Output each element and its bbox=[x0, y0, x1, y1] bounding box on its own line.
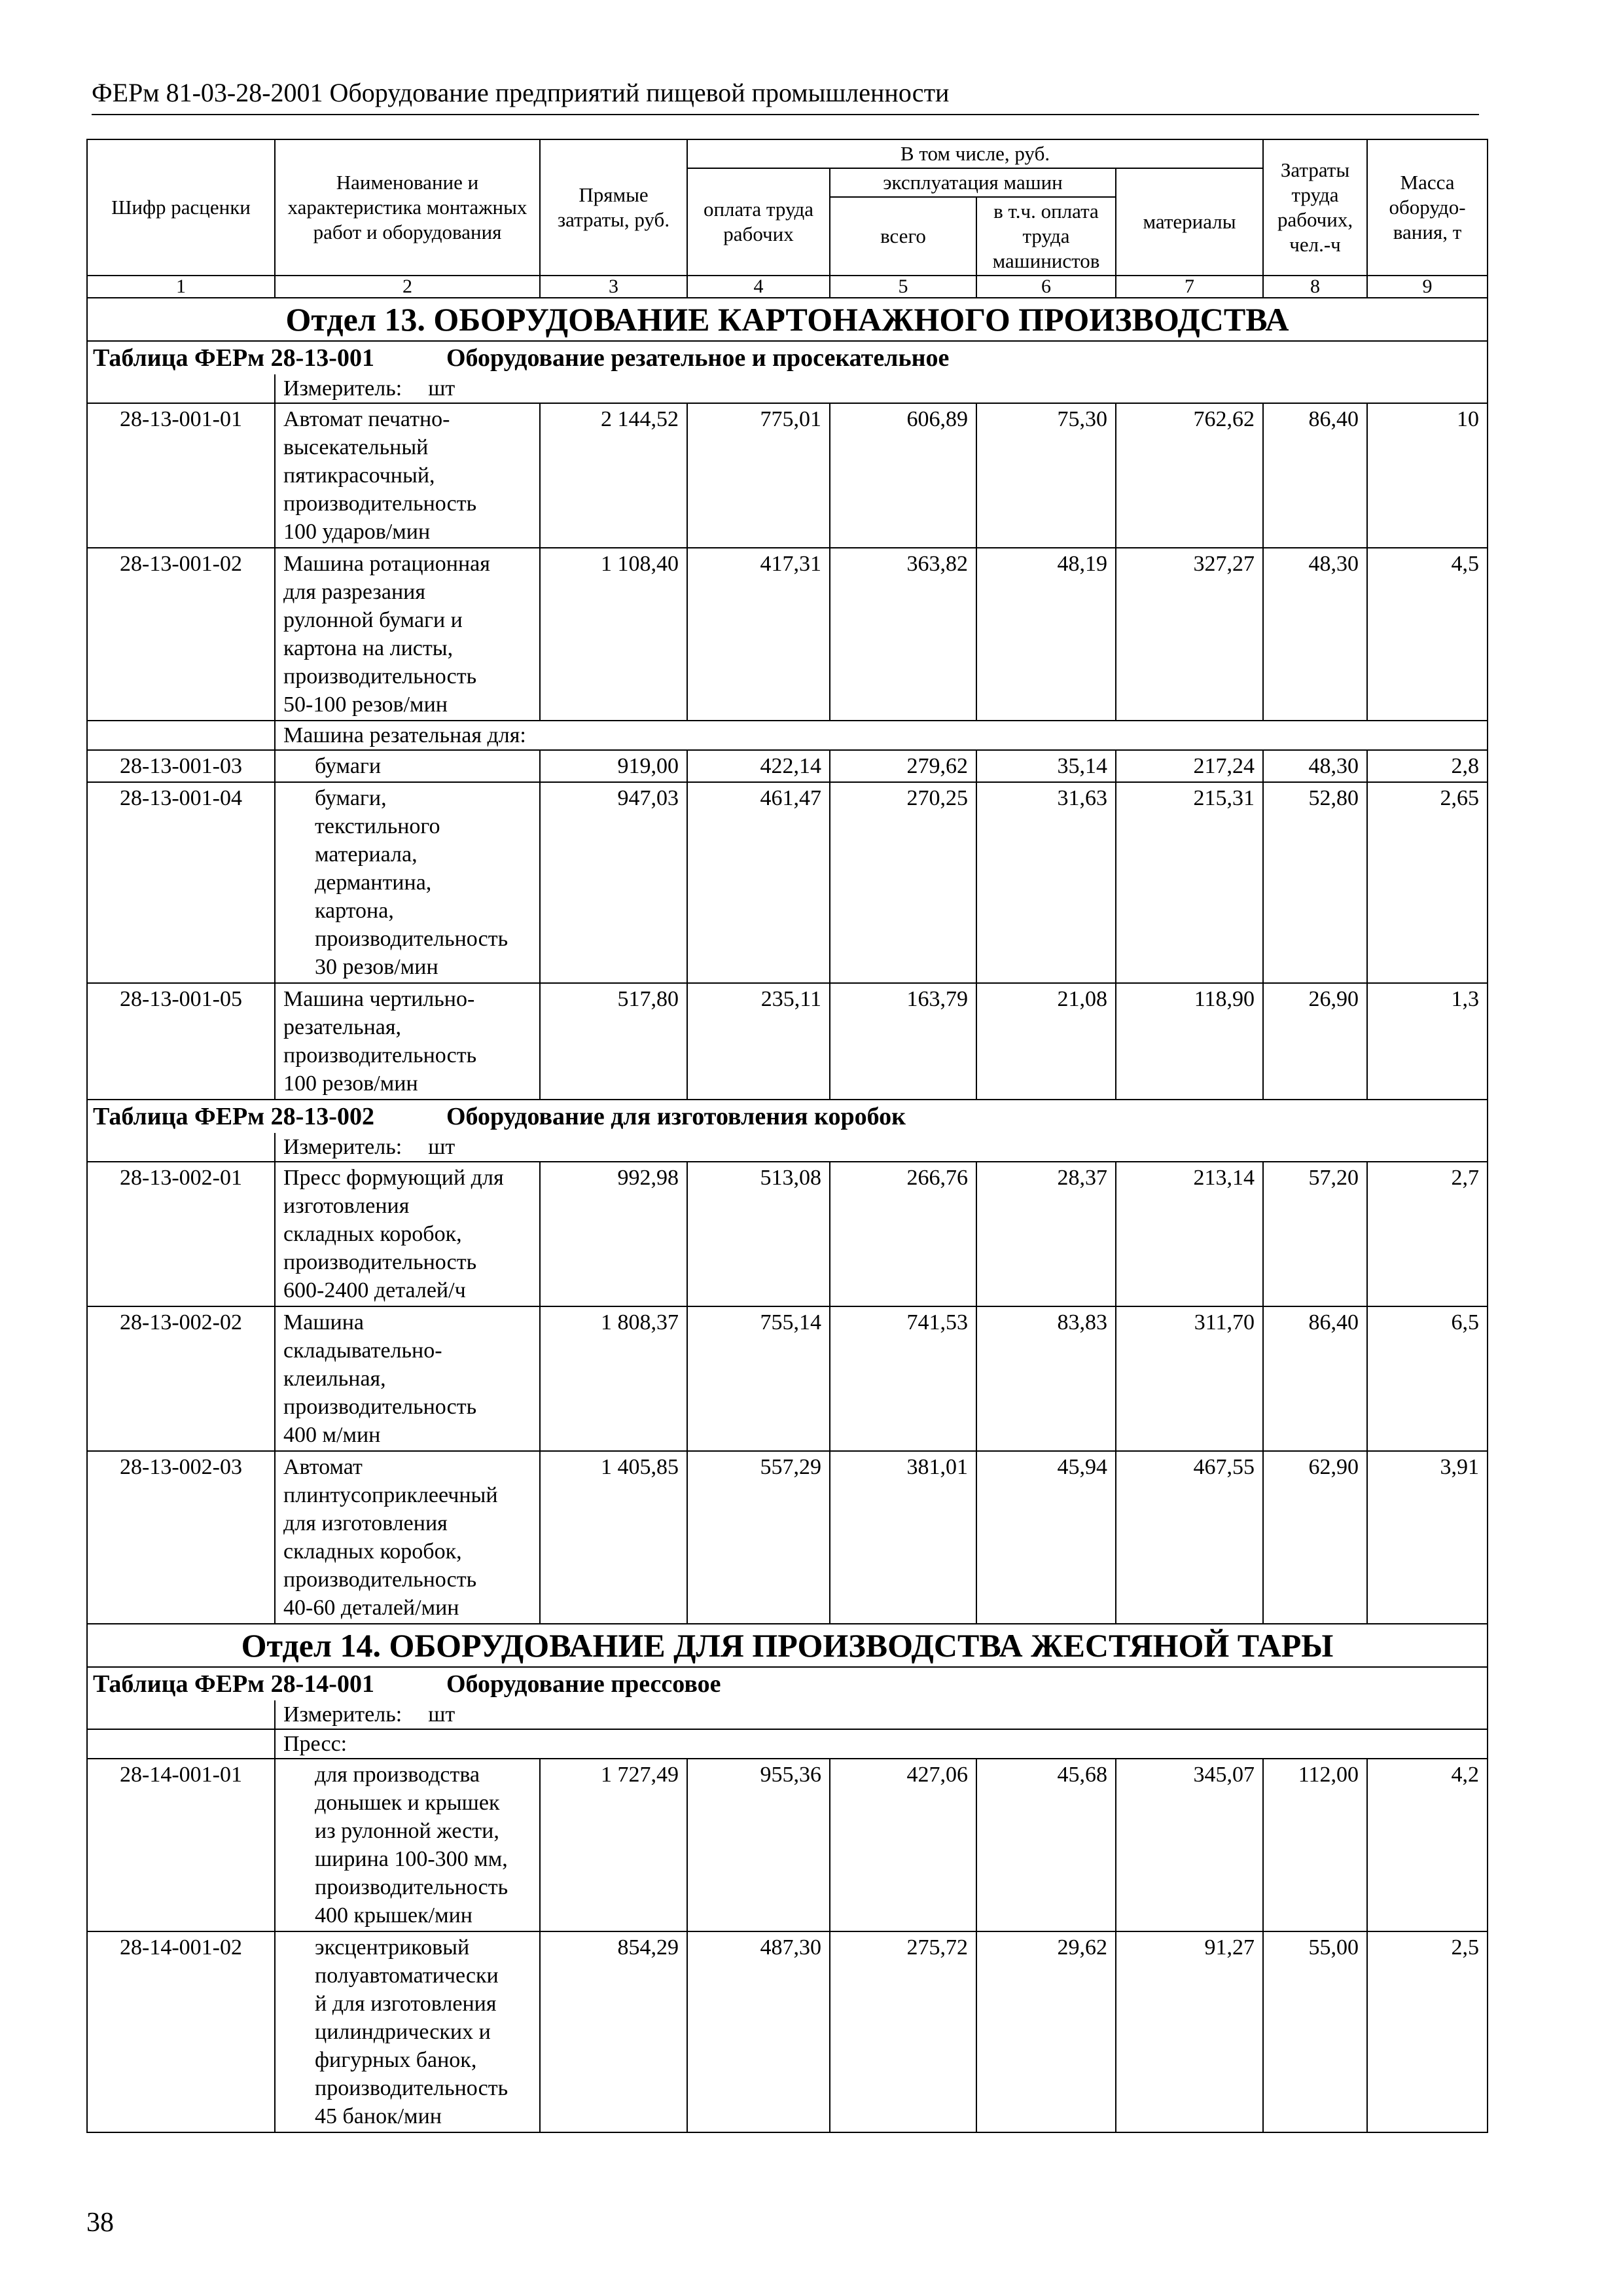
value-machinists: 21,08 bbox=[976, 983, 1116, 1100]
table-row bbox=[87, 548, 1488, 721]
value-mass: 1,3 bbox=[1367, 983, 1488, 1100]
table-row bbox=[87, 983, 1488, 1100]
value-materials: 215,31 bbox=[1116, 782, 1263, 983]
rate-code: 28-13-002-02 bbox=[87, 1306, 275, 1451]
section-title: Отдел 14. ОБОРУДОВАНИЕ ДЛЯ ПРОИЗВОДСТВА ЖЕСТЯНОЙ ТАРЫ bbox=[87, 1624, 1488, 1667]
meter-label: Измеритель: bbox=[283, 1135, 402, 1159]
value-machines: 270,25 bbox=[830, 782, 976, 983]
value-machinists: 29,62 bbox=[976, 1931, 1116, 2132]
value-labor: 48,30 bbox=[1263, 750, 1367, 782]
value-machines: 266,76 bbox=[830, 1162, 976, 1306]
item-name: бумаги bbox=[275, 750, 540, 782]
value-materials: 311,70 bbox=[1116, 1306, 1263, 1451]
table-title-row bbox=[87, 1667, 1488, 1700]
table-title-row bbox=[87, 1100, 1488, 1133]
header-wages: оплата труда рабочих bbox=[687, 168, 830, 276]
value-labor: 55,00 bbox=[1263, 1931, 1367, 2132]
meter-row bbox=[87, 1700, 1488, 1729]
item-name: Автомат плинтусоприклеечный для изготовления складных коробок, производительность 40-60 деталей/мин bbox=[275, 1451, 540, 1624]
header-materials: материалы bbox=[1116, 168, 1263, 276]
value-machinists: 45,94 bbox=[976, 1451, 1116, 1624]
item-name: Машина чертильно- резательная, производительность 100 резов/мин bbox=[275, 983, 540, 1100]
item-name: Пресс формующий для изготовления складных коробок, производительность 600-2400 деталей/ч bbox=[275, 1162, 540, 1306]
value-machinists: 45,68 bbox=[976, 1759, 1116, 1931]
column-number: 9 bbox=[1367, 276, 1488, 298]
table-title-row bbox=[87, 341, 1488, 374]
group-label: Машина резательная для: bbox=[275, 721, 1488, 750]
table-row bbox=[87, 403, 1488, 548]
value-direct: 517,80 bbox=[540, 983, 687, 1100]
value-materials: 118,90 bbox=[1116, 983, 1263, 1100]
value-direct: 919,00 bbox=[540, 750, 687, 782]
value-machines: 279,62 bbox=[830, 750, 976, 782]
value-materials: 467,55 bbox=[1116, 1451, 1263, 1624]
item-name: эксцентриковый полуавтоматически й для изготовления цилиндрических и фигурных банок, производительность 45 банок/мин bbox=[275, 1931, 540, 2132]
table-name: Оборудование резательное и просекательное bbox=[446, 344, 950, 372]
value-labor: 52,80 bbox=[1263, 782, 1367, 983]
table-row bbox=[87, 782, 1488, 983]
section-title: Отдел 13. ОБОРУДОВАНИЕ КАРТОНАЖНОГО ПРОИЗВОДСТВА bbox=[87, 298, 1488, 341]
table-row bbox=[87, 1451, 1488, 1624]
value-machinists: 75,30 bbox=[976, 403, 1116, 548]
value-mass: 4,5 bbox=[1367, 548, 1488, 721]
rate-code: 28-13-001-02 bbox=[87, 548, 275, 721]
header-machines-total: всего bbox=[830, 197, 976, 276]
value-labor: 86,40 bbox=[1263, 403, 1367, 548]
value-materials: 213,14 bbox=[1116, 1162, 1263, 1306]
meter-row bbox=[87, 374, 1488, 403]
value-direct: 2 144,52 bbox=[540, 403, 687, 548]
value-direct: 1 808,37 bbox=[540, 1306, 687, 1451]
value-mass: 4,2 bbox=[1367, 1759, 1488, 1931]
meter-unit: шт bbox=[428, 1702, 455, 1727]
meter-unit: шт bbox=[428, 1135, 455, 1159]
group-row bbox=[87, 721, 1488, 750]
value-machines: 163,79 bbox=[830, 983, 976, 1100]
item-name: Машина складывательно- клеильная, производительность 400 м/мин bbox=[275, 1306, 540, 1451]
value-wages: 417,31 bbox=[687, 548, 830, 721]
value-labor: 57,20 bbox=[1263, 1162, 1367, 1306]
value-machinists: 35,14 bbox=[976, 750, 1116, 782]
item-name: Машина ротационная для разрезания рулонной бумаги и картона на листы, производительность 50-100 резов/мин bbox=[275, 548, 540, 721]
value-materials: 762,62 bbox=[1116, 403, 1263, 548]
value-machines: 427,06 bbox=[830, 1759, 976, 1931]
table-title bbox=[87, 1667, 1488, 1700]
table-name: Оборудование прессовое bbox=[446, 1670, 721, 1698]
meter-row bbox=[87, 1133, 1488, 1162]
value-mass: 2,5 bbox=[1367, 1931, 1488, 2132]
table-row bbox=[87, 1931, 1488, 2132]
value-wages: 557,29 bbox=[687, 1451, 830, 1624]
value-machines: 275,72 bbox=[830, 1931, 976, 2132]
value-materials: 327,27 bbox=[1116, 548, 1263, 721]
value-machines: 363,82 bbox=[830, 548, 976, 721]
column-number: 1 bbox=[87, 276, 275, 298]
value-labor: 48,30 bbox=[1263, 548, 1367, 721]
header-code: Шифр расценки bbox=[87, 139, 275, 276]
table-title bbox=[87, 1100, 1488, 1133]
value-mass: 2,65 bbox=[1367, 782, 1488, 983]
header-direct: Прямые затраты, руб. bbox=[540, 139, 687, 276]
table-code: Таблица ФЕРм 28-13-002 bbox=[93, 1103, 374, 1130]
value-wages: 513,08 bbox=[687, 1162, 830, 1306]
value-direct: 1 108,40 bbox=[540, 548, 687, 721]
rate-code: 28-13-001-03 bbox=[87, 750, 275, 782]
meter-label: Измеритель: bbox=[283, 376, 402, 401]
value-wages: 422,14 bbox=[687, 750, 830, 782]
value-mass: 3,91 bbox=[1367, 1451, 1488, 1624]
value-materials: 91,27 bbox=[1116, 1931, 1263, 2132]
column-number: 4 bbox=[687, 276, 830, 298]
column-number: 6 bbox=[976, 276, 1116, 298]
table-name: Оборудование для изготовления коробок bbox=[446, 1103, 906, 1130]
header-name: Наименование и характеристика монтажных работ и оборудования bbox=[275, 139, 540, 276]
meter-cell bbox=[275, 374, 1488, 403]
rate-code: 28-13-001-05 bbox=[87, 983, 275, 1100]
group-row bbox=[87, 1729, 1488, 1759]
column-number: 2 bbox=[275, 276, 540, 298]
meter-cell bbox=[275, 1700, 1488, 1729]
value-labor: 26,90 bbox=[1263, 983, 1367, 1100]
table-row bbox=[87, 1162, 1488, 1306]
value-wages: 461,47 bbox=[687, 782, 830, 983]
table-header bbox=[87, 139, 1488, 298]
value-mass: 6,5 bbox=[1367, 1306, 1488, 1451]
section-title-row bbox=[87, 1624, 1488, 1667]
value-direct: 1 405,85 bbox=[540, 1451, 687, 1624]
rate-code: 28-13-001-01 bbox=[87, 403, 275, 548]
value-mass: 2,7 bbox=[1367, 1162, 1488, 1306]
item-name: для производства донышек и крышек из рулонной жести, ширина 100-300 мм, производительность 400 крышек/мин bbox=[275, 1759, 540, 1931]
value-machinists: 28,37 bbox=[976, 1162, 1116, 1306]
value-wages: 775,01 bbox=[687, 403, 830, 548]
table-title bbox=[87, 341, 1488, 374]
value-machinists: 83,83 bbox=[976, 1306, 1116, 1451]
value-labor: 112,00 bbox=[1263, 1759, 1367, 1931]
value-machines: 606,89 bbox=[830, 403, 976, 548]
value-machines: 381,01 bbox=[830, 1451, 976, 1624]
table-code: Таблица ФЕРм 28-13-001 bbox=[93, 344, 374, 372]
meter-unit: шт bbox=[428, 376, 455, 401]
item-name: Автомат печатно- высекательный пятикрасочный, производительность 100 ударов/мин bbox=[275, 403, 540, 548]
value-mass: 10 bbox=[1367, 403, 1488, 548]
meter-blank bbox=[87, 1700, 275, 1729]
header-mass: Масса оборудо-вания, т bbox=[1367, 139, 1488, 276]
rate-code: 28-13-002-03 bbox=[87, 1451, 275, 1624]
item-name: бумаги, текстильного материала, дермантина, картона, производительность 30 резов/мин bbox=[275, 782, 540, 983]
value-wages: 235,11 bbox=[687, 983, 830, 1100]
header-including: В том числе, руб. bbox=[687, 139, 1263, 168]
rate-code: 28-13-001-04 bbox=[87, 782, 275, 983]
rate-code: 28-14-001-01 bbox=[87, 1759, 275, 1931]
column-number: 5 bbox=[830, 276, 976, 298]
column-number: 3 bbox=[540, 276, 687, 298]
value-machinists: 31,63 bbox=[976, 782, 1116, 983]
header-labor: Затраты труда рабочих, чел.-ч bbox=[1263, 139, 1367, 276]
group-label: Пресс: bbox=[275, 1729, 1488, 1759]
meter-cell bbox=[275, 1133, 1488, 1162]
value-direct: 854,29 bbox=[540, 1931, 687, 2132]
meter-blank bbox=[87, 1133, 275, 1162]
value-labor: 86,40 bbox=[1263, 1306, 1367, 1451]
section-title-row bbox=[87, 298, 1488, 341]
rate-code: 28-13-002-01 bbox=[87, 1162, 275, 1306]
value-wages: 487,30 bbox=[687, 1931, 830, 2132]
meter-label: Измеритель: bbox=[283, 1702, 402, 1727]
header-machines: эксплуатация машин bbox=[830, 168, 1116, 197]
value-labor: 62,90 bbox=[1263, 1451, 1367, 1624]
value-direct: 992,98 bbox=[540, 1162, 687, 1306]
rate-code: 28-14-001-02 bbox=[87, 1931, 275, 2132]
value-materials: 217,24 bbox=[1116, 750, 1263, 782]
column-number: 7 bbox=[1116, 276, 1263, 298]
table-row bbox=[87, 1759, 1488, 1931]
meter-blank bbox=[87, 374, 275, 403]
value-machines: 741,53 bbox=[830, 1306, 976, 1451]
rates-table bbox=[86, 139, 1488, 2133]
column-numbers-row bbox=[87, 276, 1488, 298]
value-direct: 1 727,49 bbox=[540, 1759, 687, 1931]
value-direct: 947,03 bbox=[540, 782, 687, 983]
group-blank bbox=[87, 1729, 275, 1759]
table-row bbox=[87, 1306, 1488, 1451]
running-head: ФЕРм 81-03-28-2001 Оборудование предприятий пищевой промышленности bbox=[92, 77, 1479, 115]
table-row bbox=[87, 750, 1488, 782]
column-number: 8 bbox=[1263, 276, 1367, 298]
group-blank bbox=[87, 721, 275, 750]
value-wages: 755,14 bbox=[687, 1306, 830, 1451]
header-machinists: в т.ч. оплата труда машинистов bbox=[976, 197, 1116, 276]
value-materials: 345,07 bbox=[1116, 1759, 1263, 1931]
value-mass: 2,8 bbox=[1367, 750, 1488, 782]
value-wages: 955,36 bbox=[687, 1759, 830, 1931]
table-body bbox=[87, 298, 1488, 2132]
value-machinists: 48,19 bbox=[976, 548, 1116, 721]
page-number: 38 bbox=[86, 2208, 114, 2238]
table-code: Таблица ФЕРм 28-14-001 bbox=[93, 1670, 374, 1698]
